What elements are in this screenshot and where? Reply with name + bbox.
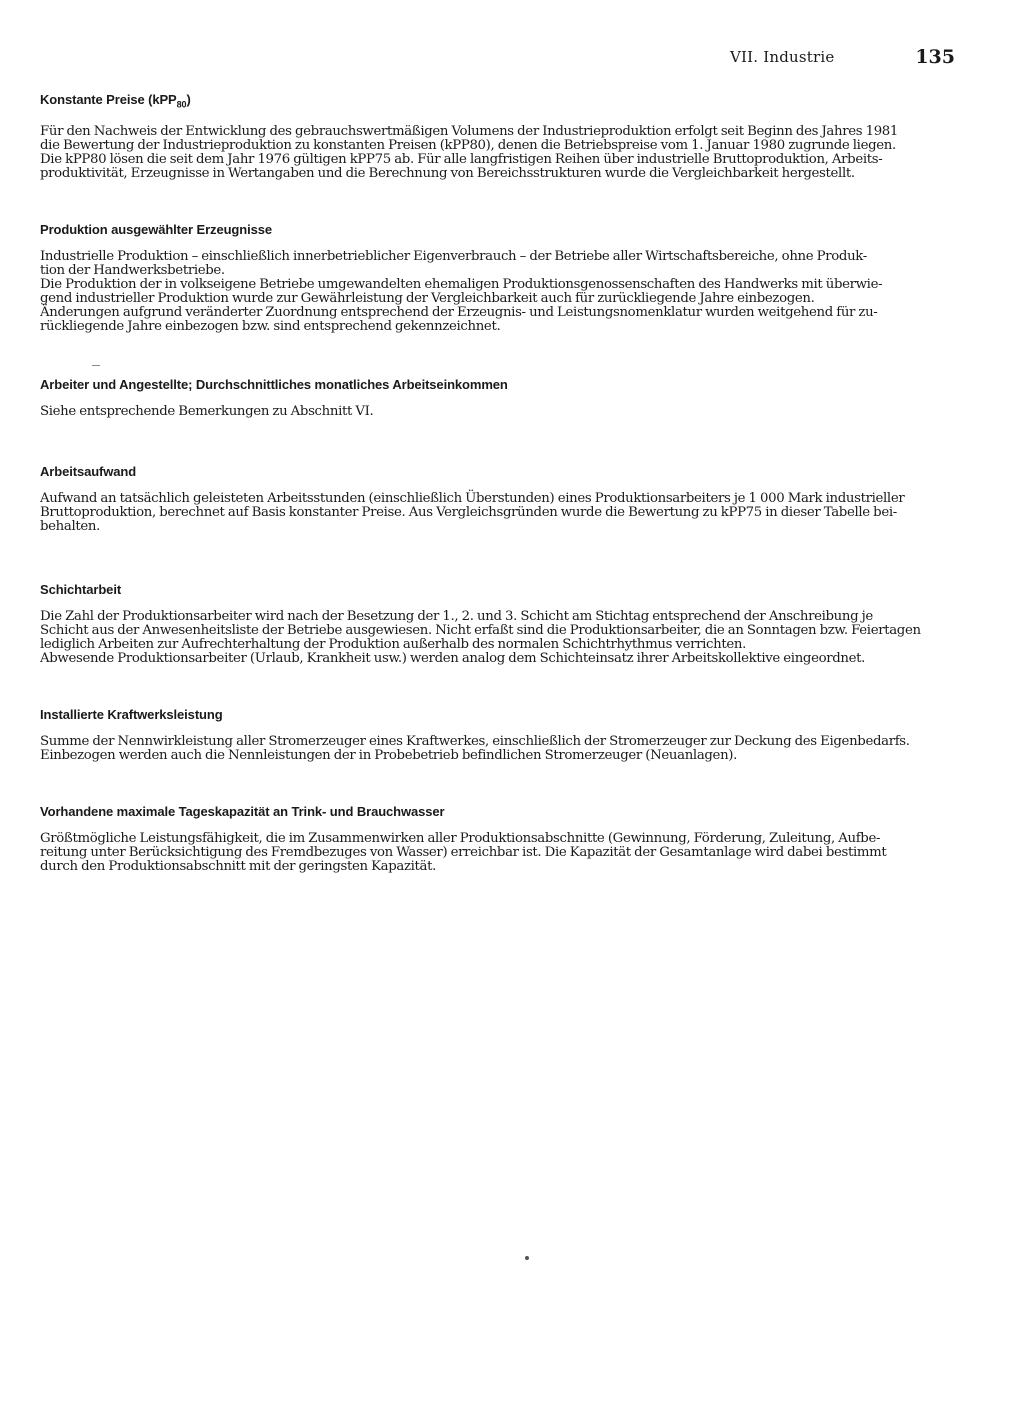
text-line: produktivität, Erzeugnisse in Wertangaben und die Berechnung von Bereichsstrukturen wurde die Vergleichbarkeit hergestellt. [40, 165, 855, 181]
text-line: Industrielle Produktion – einschließlich innerbetrieblicher Eigenverbrauch – der Betriebe aller Wirtschaftsbereiche, ohne Produk- [40, 248, 867, 264]
section-produktion-erzeugnisse [40, 221, 952, 334]
section-arbeitsaufwand [40, 463, 952, 534]
section-arbeiter-angestellte [40, 376, 952, 419]
text-line: Die Zahl der Produktionsarbeiter wird nach der Besetzung der 1., 2. und 3. Schicht am Stichtag entsprechend der Anschreibung je [40, 608, 873, 624]
section-paragraph [40, 832, 952, 874]
section-heading: Arbeiter und Angestellte; Durchschnittliches monatliches Arbeitseinkommen [40, 376, 508, 392]
text-line: durch den Produktionsabschnitt mit der geringsten Kapazität. [40, 858, 436, 874]
section-paragraph [40, 735, 952, 763]
text-line: die Bewertung der Industrieproduktion zu konstanten Preisen (kPP80), denen die Betriebspreise vom 1. Januar 1980 zugrunde liegen. [40, 137, 896, 153]
section-konstante-preise [40, 91, 952, 181]
section-tageskapazitaet-wasser [40, 803, 952, 874]
text-line: reitung unter Berücksichtigung des Fremdbezuges von Wasser) erreichbar ist. Die Kapazität der Gesamtanlage wird dabei bestimmt [40, 844, 887, 860]
section-paragraph [40, 492, 952, 534]
section-schichtarbeit [40, 581, 952, 666]
section-paragraph [40, 610, 952, 666]
text-line: Abwesende Produktionsarbeiter (Urlaub, Krankheit usw.) werden analog dem Schichteinsatz ihrer Arbeitskollektive eingeordnet. [40, 650, 866, 666]
text-line: Aufwand an tatsächlich geleisteten Arbeitsstunden (einschließlich Überstunden) eines Produktionsarbeiters je 1 000 Mark industrieller [40, 490, 905, 506]
section-paragraph [40, 405, 952, 419]
section-heading: Schichtarbeit [40, 581, 122, 597]
page-header [730, 46, 955, 70]
section-kraftwerksleistung [40, 706, 952, 763]
text-line: tion der Handwerksbetriebe. [40, 262, 225, 278]
text-line: rückliegende Jahre einbezogen bzw. sind entsprechend gekennzeichnet. [40, 318, 501, 334]
document-body [40, 91, 952, 874]
text-line: Siehe entsprechende Bemerkungen zu Abschnitt VI. [40, 403, 374, 419]
text-line: Größtmögliche Leistungsfähigkeit, die im Zusammenwirken aller Produktionsabschnitte (Gewinnung, Förderung, Zuleitung, Aufbe- [40, 830, 881, 846]
text-line: Schicht aus der Anwesenheitsliste der Betriebe ausgewiesen. Nicht erfaßt sind die Produktionsarbeiter, die an Sonntagen bzw. Feiertagen [40, 622, 921, 638]
page-number: 135 [915, 46, 955, 68]
text-line: Die kPP80 lösen die seit dem Jahr 1976 gültigen kPP75 ab. Für alle langfristigen Reihen über industrielle Bruttoproduktion, Arbeits- [40, 151, 883, 167]
section-paragraph [40, 250, 952, 334]
text-line: lediglich Arbeiten zur Aufrechterhaltung der Produktion außerhalb des normalen Schichtrhythmus verrichten. [40, 636, 746, 652]
section-heading: Arbeitsaufwand [40, 463, 137, 479]
section-heading: Installierte Kraftwerksleistung [40, 706, 223, 722]
section-paragraph [40, 125, 952, 181]
text-line: gend industrieller Produktion wurde zur Gewährleistung der Vergleichbarkeit auch für zurückliegende Jahre einbezogen. [40, 290, 815, 306]
text-line: Einbezogen werden auch die Nennleistungen der in Probebetrieb befindlichen Stromerzeuger (Neuanlagen). [40, 747, 738, 763]
text-line: Bruttoproduktion, berechnet auf Basis konstanter Preise. Aus Vergleichsgründen wurde die Bewertung zu kPP75 in dieser Tabelle bei- [40, 504, 897, 520]
section-heading: Vorhandene maximale Tageskapazität an Trink- und Brauchwasser [40, 803, 445, 819]
text-line: Für den Nachweis der Entwicklung des gebrauchswertmäßigen Volumens der Industrieproduktion erfolgt seit Beginn des Jahres 1981 [40, 123, 899, 139]
text-line: behalten. [40, 518, 100, 534]
section-heading: Konstante Preise (kPP$_{80}$) [40, 92, 191, 110]
text-line: Summe der Nennwirkleistung aller Stromerzeuger eines Kraftwerkes, einschließlich der Stromerzeuger zur Deckung des Eigenbedarfs. [40, 733, 910, 749]
section-heading: Produktion ausgewählter Erzeugnisse [40, 221, 272, 237]
scan-speck [525, 1256, 529, 1260]
text-line: Änderungen aufgrund veränderter Zuordnung entsprechend der Erzeugnis- und Leistungsnomenklatur wurden weitgehend für zu- [40, 304, 878, 320]
text-line: Die Produktion der in volkseigene Betriebe umgewandelten ehemaligen Produktionsgenossenschaften des Handwerks mit überwie- [40, 276, 883, 292]
chapter-title: VII. Industrie [730, 48, 835, 66]
